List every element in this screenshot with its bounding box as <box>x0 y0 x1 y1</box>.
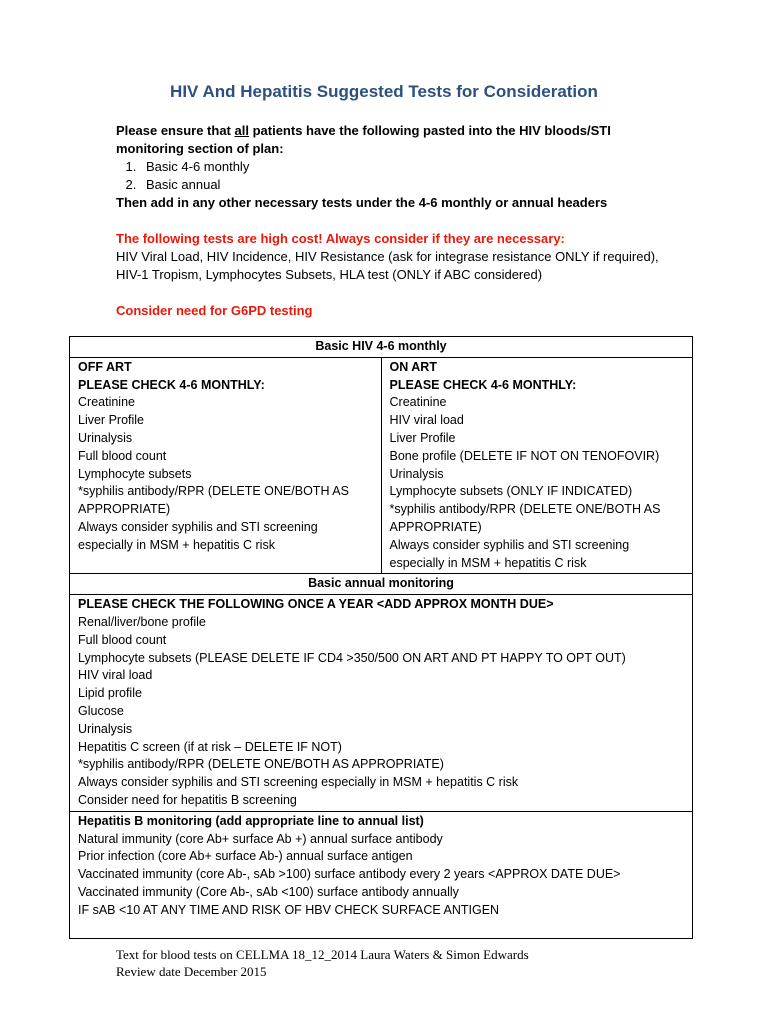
list-item: Natural immunity (core Ab+ surface Ab +) annual surface antibody <box>78 831 443 846</box>
intro-text-pre: Please ensure that <box>116 123 235 138</box>
list-item: *syphilis antibody/RPR (DELETE ONE/BOTH AS APPROPRIATE) <box>78 484 349 517</box>
footer-note <box>116 946 676 980</box>
list-item: HIV viral load <box>389 413 464 428</box>
intro-instruction <box>116 122 676 158</box>
list-item: Urinalysis <box>78 721 133 736</box>
hepb-cell <box>70 811 693 938</box>
intro-then: Then add in any other necessary tests under the 4-6 monthly or annual headers <box>116 195 608 210</box>
list-item: Creatinine <box>389 395 447 410</box>
list-item: Always consider syphilis and STI screening especially in MSM + hepatitis C risk <box>78 775 519 790</box>
list-item: Liver Profile <box>389 430 456 445</box>
list-item: Vaccinated immunity (core Ab-, sAb >100) surface antibody every 2 years <APPROX DATE DUE> <box>78 867 621 882</box>
list-item: Glucose <box>78 703 124 718</box>
high-cost-warning: The following tests are high cost! Always consider if they are necessary: <box>116 231 565 246</box>
annual-heading: PLEASE CHECK THE FOLLOWING ONCE A YEAR <ADD APPROX MONTH DUE> <box>78 597 554 612</box>
off-art-subheading: PLEASE CHECK 4-6 MONTHLY: <box>78 377 265 392</box>
high-cost-tests: HIV Viral Load, HIV Incidence, HIV Resistance (ask for integrase resistance ONLY if required), HIV-1 Tropism, Lymphocytes Subsets, HLA test (ONLY if ABC considered) <box>116 249 659 282</box>
intro-section <box>116 122 676 320</box>
annual-monitoring-header: Basic annual monitoring <box>70 574 693 595</box>
list-item: Hepatitis C screen (if at risk – DELETE IF NOT) <box>78 739 342 754</box>
list-item: 2. Basic annual <box>140 176 676 194</box>
list-item: Consider need for hepatitis B screening <box>78 792 297 807</box>
list-item: *syphilis antibody/RPR (DELETE ONE/BOTH AS APPROPRIATE) <box>78 757 444 772</box>
annual-cell <box>70 595 693 812</box>
list-item: Lymphocyte subsets (ONLY IF INDICATED) <box>389 484 633 499</box>
list-item: Always consider syphilis and STI screening especially in MSM + hepatitis C risk <box>389 537 630 570</box>
on-art-heading: ON ART <box>389 359 437 374</box>
list-item: HIV viral load <box>78 668 153 683</box>
list-item: Lipid profile <box>78 686 142 701</box>
list-item: Full blood count <box>78 632 167 647</box>
list-item: Creatinine <box>78 395 135 410</box>
g6pd-note: Consider need for G6PD testing <box>116 303 313 318</box>
intro-underlined-word: all <box>234 123 249 138</box>
list-item: Liver Profile <box>78 413 144 428</box>
off-art-cell <box>70 357 382 574</box>
hepb-heading: Hepatitis B monitoring (add appropriate line to annual list) <box>78 813 424 828</box>
pasted-sections-list <box>116 158 676 194</box>
list-item: *syphilis antibody/RPR (DELETE ONE/BOTH AS APPROPRIATE) <box>389 502 661 534</box>
list-item: Always consider syphilis and STI screening especially in MSM + hepatitis C risk <box>78 519 318 552</box>
list-item: IF sAB <10 AT ANY TIME AND RISK OF HBV CHECK SURFACE ANTIGEN <box>78 902 500 917</box>
list-item: Bone profile (DELETE IF NOT ON TENOFOVIR) <box>389 448 660 463</box>
tests-table <box>69 336 693 939</box>
list-item: 1. Basic 4-6 monthly <box>140 158 676 176</box>
on-art-subheading: PLEASE CHECK 4-6 MONTHLY: <box>389 377 577 392</box>
footer-line-2: Review date December 2015 <box>116 964 267 979</box>
on-art-cell <box>381 357 693 574</box>
footer-line-1: Text for blood tests on CELLMA 18_12_2014 Laura Waters & Simon Edwards <box>116 947 529 962</box>
list-item: Full blood count <box>78 448 167 463</box>
list-item: Urinalysis <box>78 430 133 445</box>
list-item: Lymphocyte subsets <box>78 466 192 481</box>
list-item: Renal/liver/bone profile <box>78 614 206 629</box>
intro-text-post: patients have the following pasted into the HIV bloods/STI monitoring section of plan: <box>116 123 611 156</box>
list-item: Vaccinated immunity (Core Ab-, sAb <100) surface antibody annually <box>78 884 459 899</box>
list-item: Urinalysis <box>389 466 444 481</box>
document-title: HIV And Hepatitis Suggested Tests for Consideration <box>170 82 598 101</box>
list-item: Prior infection (core Ab+ surface Ab-) annual surface antigen <box>78 849 413 864</box>
basic-monthly-header: Basic HIV 4-6 monthly <box>70 337 693 358</box>
off-art-heading: OFF ART <box>78 359 132 374</box>
list-item: Lymphocyte subsets (PLEASE DELETE IF CD4 >350/500 ON ART AND PT HAPPY TO OPT OUT) <box>78 650 626 665</box>
